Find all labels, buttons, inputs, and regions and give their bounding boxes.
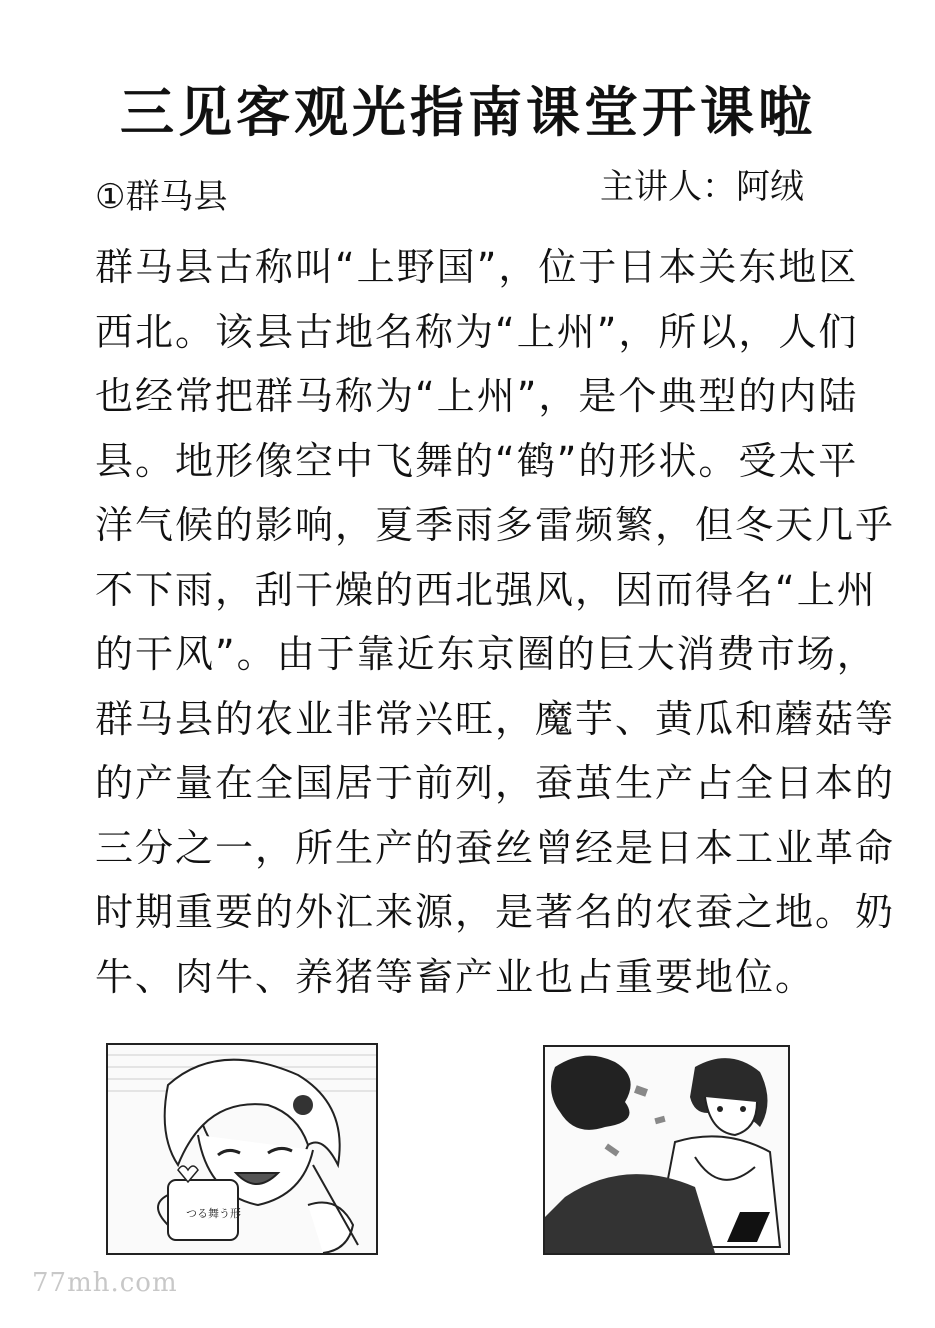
body-line: 三分之一，所生产的蚕丝曾经是日本工业革命 (95, 825, 896, 870)
body-text (95, 235, 896, 1009)
manga-illustration-right (545, 1047, 788, 1253)
body-line: 洋气候的影响，夏季雨多雷频繁，但冬天几乎 (95, 503, 896, 547)
manga-illustration-left (108, 1045, 376, 1253)
manga-panel-right (543, 1045, 790, 1255)
body-line: 的产量在全国居于前列，蚕茧生产占全日本的 (95, 761, 896, 805)
lecturer-credit: 主讲人：阿绒 (600, 167, 804, 207)
manga-panel-left (106, 1043, 378, 1255)
body-line: 群马县的农业非常兴旺，魔芋、黄瓜和蘑菇等 (95, 696, 896, 741)
watermark-text: 77mh.com (32, 1268, 178, 1298)
page-title: 三见客观光指南课堂开课啦 (120, 81, 816, 144)
body-line: 县。地形像空中飞舞的“鹤”的形状。受太平 (95, 438, 859, 483)
body-line: 时期重要的外汇来源，是著名的农蚕之地。奶 (95, 890, 896, 934)
body-line: 群马县古称叫“上野国”，位于日本关东地区 (95, 245, 859, 289)
mug-text: つる舞う形 (186, 1207, 241, 1220)
body-line: 的干风”。由于靠近东京圈的巨大消费市场， (95, 632, 877, 676)
body-line: 牛、肉牛、养猪等畜产业也占重要地位。 (95, 954, 816, 999)
body-line: 西北。该县古地名称为“上州”，所以，人们 (95, 309, 859, 354)
body-line: 不下雨，刮干燥的西北强风，因而得名“上州 (95, 567, 877, 612)
section-heading: ①群马县 (95, 177, 228, 217)
body-line: 也经常把群马称为“上州”，是个典型的内陆 (95, 374, 859, 418)
